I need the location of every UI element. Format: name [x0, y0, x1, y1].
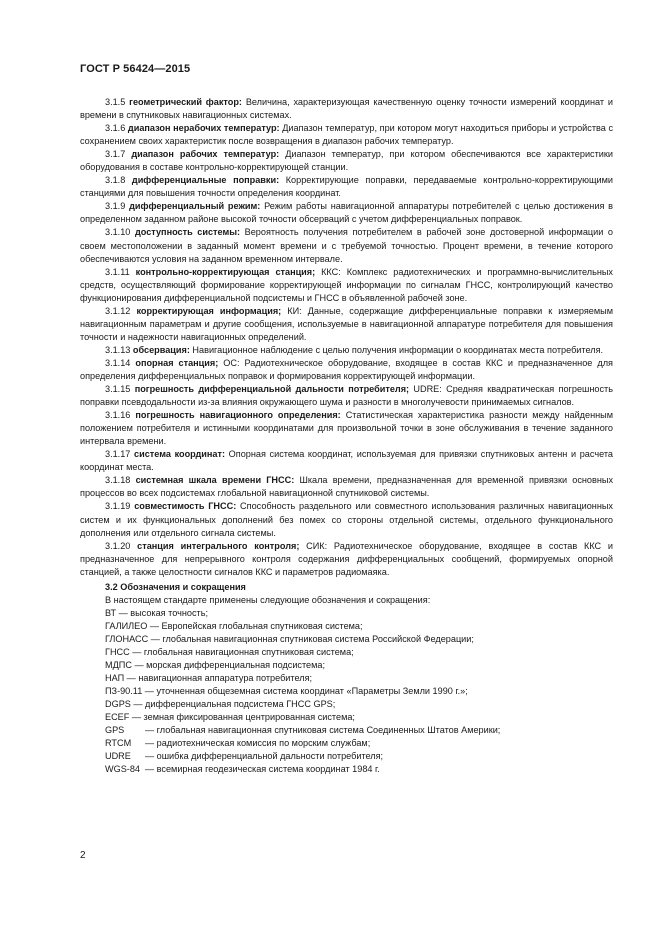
definition-3-1-13 — [80, 344, 613, 357]
definition-term: станция интегрального контроля; — [137, 540, 300, 551]
definition-number: 3.1.5 — [105, 97, 126, 107]
abbreviation-item: ПЗ-90.11 — уточненная общеземная система координат «Параметры Земли 1990 г.»; — [105, 686, 468, 697]
definition-text: Корректирующие поправки, передаваемые контрольно-корректирующими станциями для повышения точности определения координат. — [80, 175, 613, 199]
definition-3-1-11 — [80, 266, 613, 305]
definition-term: опорная станция; — [135, 357, 219, 368]
definition-3-1-8 — [80, 174, 613, 200]
definition-3-1-14 — [80, 357, 613, 383]
definition-term: погрешность навигационного определения: — [135, 410, 341, 421]
definition-text: Диапазон температур, при котором обеспечиваются все характеристики оборудования в составе контрольно-корректирующей станции. — [80, 149, 613, 173]
abbreviations-list — [80, 607, 613, 777]
definition-text: ККС: Комплекс радиотехнических и программно-вычислительных средств, осуществляющий формирование корректирующей информации по сигналам ГНСС, контролирующий качество функционирования дифференциальной подсистемы и ГНСС в объявленной рабочей зоне. — [80, 266, 613, 303]
abbreviation-item — [80, 750, 613, 763]
abbreviation-text: — ошибка дифференциальной дальности потребителя; — [145, 751, 384, 762]
definition-3-1-17 — [80, 448, 613, 474]
definition-3-1-7 — [80, 148, 613, 174]
abbreviation-item: DGPS — дифференциальная подсистема ГНСС GPS; — [105, 699, 336, 710]
definition-term: дифференциальные поправки: — [131, 175, 280, 186]
section-intro: В настоящем стандарте применены следующие обозначения и сокращения: — [105, 594, 431, 605]
definition-text: КИ: Данные, содержащие дифференциальные поправки к измеряемым навигационным параметрам и другие сообщения, используемые в навигационной аппаратуре потребителя для повышения точности и надежности навигационных определений. — [80, 305, 613, 342]
definition-number: 3.1.6 — [105, 123, 126, 134]
definition-3-1-5 — [80, 96, 613, 122]
abbreviation-item: ГАЛИЛЕО — Европейская глобальная спутниковая система; — [105, 620, 363, 631]
definition-number: 3.1.10 — [105, 227, 131, 238]
definition-text: UDRE: Средняя квадратическая погрешность поправки псевдодальности из-за влияния окружающего шума и разности в многолучевости принимаемых сигналов. — [80, 384, 613, 408]
definition-term: погрешность дифференциальной дальности потребителя; — [134, 384, 410, 395]
abbreviation-item — [80, 737, 613, 750]
definition-number: 3.1.17 — [105, 449, 131, 460]
definition-3-1-12 — [80, 305, 613, 344]
definition-text: Величина, характеризующая качественную оценку точности измерений координат и времени в спутниковых навигационных системах. — [80, 97, 613, 121]
definition-text: Режим работы навигационной аппаратуры потребителей с целью достижения в определенном заданном районе высокой точности обсерваций с учетом дифференциальных поправок. — [80, 201, 613, 225]
abbreviation-item: НАП — навигационная аппаратура потребителя; — [105, 673, 313, 684]
definition-term: контрольно-корректирующая станция; — [135, 266, 316, 277]
abbreviation-item — [80, 724, 613, 737]
document-header: ГОСТ Р 56424—2015 — [80, 63, 191, 75]
definitions-list — [80, 96, 613, 579]
definition-number: 3.1.15 — [105, 384, 131, 395]
document-body — [80, 96, 613, 776]
abbreviation-item: ГЛОНАСС — глобальная навигационная спутниковая система Российской Федерации; — [105, 633, 474, 644]
abbreviation-item: ГНСС — глобальная навигационная спутниковая система; — [105, 646, 354, 657]
definition-number: 3.1.19 — [105, 501, 131, 512]
definition-3-1-20 — [80, 540, 613, 579]
definition-3-1-16 — [80, 409, 613, 448]
definition-text: Шкала времени, предназначенная для временной привязки основных процессов во всех подсистемах глобальной навигационной спутниковой системы. — [80, 475, 614, 499]
page-number: 2 — [80, 850, 86, 861]
abbreviation-term: UDRE — [105, 751, 131, 762]
abbreviation-item: ECEF — земная фиксированная центрированная система; — [105, 712, 355, 723]
definition-number: 3.1.8 — [105, 175, 126, 186]
definition-text: ОС: Радиотехническое оборудование, входящее в состав ККС и предназначенное для определения дифференциальных поправок и формирования корректирующей информации. — [80, 357, 613, 381]
definition-number: 3.1.16 — [105, 410, 131, 421]
definition-3-1-10 — [80, 226, 613, 265]
definition-text: СИК: Радиотехническое оборудование, входящее в состав ККС и предназначенное для непрерывного контроля содержания дифференциальных сообщений, формируемых опорной станцией, а также целостности сигналов ККС и параметров радиомаяка. — [80, 540, 613, 577]
definition-number: 3.1.14 — [105, 357, 131, 368]
definition-text: Навигационное наблюдение с целью получения информации о координатах места потребителя. — [189, 344, 604, 355]
definition-term: геометрический фактор: — [129, 97, 242, 107]
definition-term: совместимость ГНСС: — [134, 501, 237, 512]
definition-term: доступность системы: — [134, 227, 241, 238]
definition-text: Способность раздельного или совместного использования различных навигационных систем и их функциональных дополнений без помех со стороны отдельной системы, отдельного функционального дополнения или отдельного сигнала системы. — [80, 501, 613, 538]
definition-3-1-18 — [80, 474, 613, 500]
abbreviation-item — [80, 763, 613, 776]
definition-text: Вероятность получения потребителем в рабочей зоне достоверной информации о своем местоположении в заданный момент времени и с требуемой точностью. Процент времени, в течение которого обеспечиваются условия на заданном временном интервале. — [80, 227, 613, 264]
definition-term: диапазон рабочих температур: — [131, 149, 280, 160]
abbreviation-term: RTCM — [105, 738, 132, 749]
definition-3-1-6 — [80, 122, 613, 148]
abbreviation-text: — всемирная геодезическая система координат 1984 г. — [145, 764, 380, 775]
definition-3-1-19 — [80, 500, 613, 539]
definition-number: 3.1.11 — [105, 266, 130, 277]
abbreviation-term: WGS-84 — [105, 764, 140, 775]
abbreviation-text: — радиотехническая комиссия по морским службам; — [145, 738, 371, 749]
definition-text: Статистическая характеристика разности между найденным положением потребителя и истинными координатами для произвольной точки в зоне обслуживания в течение заданного интервала времени. — [80, 410, 613, 447]
abbreviation-item: ВТ — высокая точность; — [105, 607, 208, 618]
abbreviation-item: МДПС — морская дифференциальная подсистема; — [105, 660, 326, 671]
abbreviation-text: — глобальная навигационная спутниковая система Соединенных Штатов Америки; — [145, 725, 501, 736]
definition-number: 3.1.18 — [105, 475, 131, 486]
definition-term: система координат: — [134, 449, 226, 460]
definition-number: 3.1.13 — [105, 344, 131, 355]
definition-term: обсервация: — [132, 344, 190, 355]
definition-number: 3.1.12 — [105, 305, 131, 316]
definition-term: дифференциальный режим: — [129, 201, 261, 212]
definition-number: 3.1.20 — [105, 540, 131, 551]
definition-text: Опорная система координат, используемая для привязки спутниковых антенн и расчета координат места. — [80, 449, 613, 473]
abbreviation-term: GPS — [105, 725, 125, 736]
definition-3-1-9 — [80, 200, 613, 226]
definition-text: Диапазон температур, при котором могут находиться приборы и устройства с сохранением своих характеристик после возвращения в диапазон рабочих температур. — [80, 123, 614, 147]
definition-number: 3.1.9 — [105, 201, 126, 212]
definition-term: диапазон нерабочих температур: — [127, 123, 280, 134]
definition-term: системная шкала времени ГНСС: — [135, 475, 295, 486]
definition-3-1-15 — [80, 383, 613, 409]
section-title: 3.2 Обозначения и сокращения — [105, 581, 246, 592]
definition-number: 3.1.7 — [105, 149, 126, 160]
definition-term: корректирующая информация; — [136, 305, 282, 316]
